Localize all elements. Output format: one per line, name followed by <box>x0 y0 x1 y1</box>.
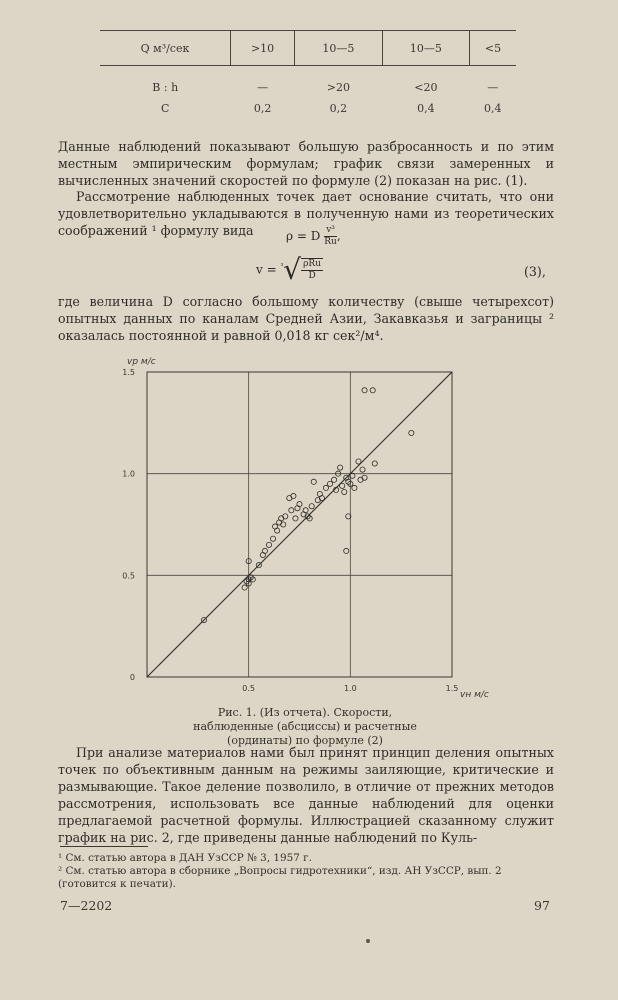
table-cell: <20 <box>414 80 438 94</box>
formula-rho <box>286 225 341 248</box>
footnote-1: ¹ См. статью автора в ДАН УзССР № 3, 1957 г. <box>58 852 312 864</box>
data-point <box>360 467 365 472</box>
footnote-divider <box>60 846 148 847</box>
formula-velocity-denominator: D <box>308 271 316 281</box>
y-tick-label: 0 <box>129 673 135 682</box>
reference-line-group <box>147 372 452 677</box>
data-point <box>409 430 414 435</box>
x-tick-label: 1.0 <box>343 684 357 693</box>
formula-velocity-numerator: ρRu <box>303 259 322 269</box>
formula-velocity-fraction <box>301 258 323 282</box>
formula-rho-fraction <box>324 225 337 248</box>
data-point <box>311 479 316 484</box>
data-point <box>342 489 347 494</box>
data-point <box>297 502 302 507</box>
data-point <box>291 493 296 498</box>
data-point <box>242 585 247 590</box>
data-point <box>362 388 367 393</box>
x-tick-label: 0.5 <box>242 684 256 693</box>
data-point <box>331 477 336 482</box>
coefficient-table <box>100 30 516 119</box>
reference-line <box>147 372 452 677</box>
table-cell: 0,4 <box>417 102 435 115</box>
data-point <box>319 495 324 500</box>
data-point <box>356 459 361 464</box>
table-cell: 0,2 <box>329 102 348 115</box>
table-row <box>100 98 516 119</box>
data-point <box>289 508 294 513</box>
data-point <box>327 481 332 486</box>
formula-rho-numerator: v³ <box>326 225 335 235</box>
data-point <box>344 548 349 553</box>
table-header-cell: <5 <box>470 31 516 66</box>
sqrt-icon: √ <box>283 253 302 286</box>
formula-rho-denominator: Ru <box>324 237 337 247</box>
data-points <box>201 388 414 623</box>
table-cell: — <box>257 80 269 94</box>
data-point <box>340 483 345 488</box>
y-axis-label: vр м/с <box>127 357 156 367</box>
paragraph-analysis: При анализе материалов нами был принят принцип деления опытных точек по объективным данным на режимы заиляющие, критические и размывающие. Такое деление позволило, в отличие от прежних методов рассмотрения, использовать все данные наблюдений для оценки предлагаемой расчетной формулы. Иллюстрацией сказанному служит график на рис. 2, где приведены данные наблюдений по Куль- <box>58 745 554 845</box>
data-point <box>372 461 377 466</box>
table-row <box>100 66 516 99</box>
data-point <box>266 542 271 547</box>
y-tick-label: 1.0 <box>122 469 135 479</box>
formula-velocity-lhs: v = <box>256 262 277 277</box>
data-point <box>370 388 375 393</box>
signature-mark: 7—2202 <box>60 898 113 913</box>
formula-rho-tail: , <box>336 229 341 243</box>
data-point <box>323 485 328 490</box>
y-tick-label: 1.5 <box>122 368 135 377</box>
data-point <box>352 485 357 490</box>
table-header-row <box>100 31 516 66</box>
table-cell: >20 <box>326 80 350 94</box>
formula-root-index: ³ <box>280 262 284 271</box>
data-point <box>275 528 280 533</box>
equation-number: (3), <box>524 264 546 279</box>
paragraph-consideration: Рассмотрение наблюденных точек дает основание считать, что они удовлетворительно укладываются в полученную нами из теоретических соображений ¹ формулу вида <box>58 189 554 238</box>
scatter-chart <box>112 350 489 700</box>
table-cell: — <box>487 80 499 94</box>
table-header-cell: Q м³/сек <box>100 31 230 66</box>
formula-velocity <box>256 253 323 286</box>
data-point <box>309 504 314 509</box>
data-point <box>362 475 367 480</box>
y-tick-label: 0.5 <box>122 571 135 581</box>
table-cell: 0,2 <box>253 102 272 115</box>
data-point <box>281 522 286 527</box>
data-point <box>270 536 275 541</box>
data-point <box>338 465 343 470</box>
table-cell: B : h <box>152 80 179 94</box>
data-point <box>303 508 308 513</box>
data-point <box>262 548 267 553</box>
paragraph-constant-d: где величина D согласно большому количеству (свыше четырехсот) опытных данных по каналам Средней Азии, Закавказья и заграницы ² оказалась постоянной и равной 0,018 кг сек²/м⁴. <box>58 294 554 343</box>
x-axis-label: vн м/с <box>460 690 489 700</box>
table-header-cell: 10—5 <box>382 31 469 66</box>
x-tick-label: 1.5 <box>445 684 459 693</box>
page-number: 97 <box>534 898 550 913</box>
paragraph-observations: Данные наблюдений показывают большую разбросанность и по этим местным эмпирическим формулам; график связи замеренных и вычисленных значений скоростей по формуле (2) показан на рис. (1). <box>58 139 554 188</box>
table-cell: 0,4 <box>484 102 502 115</box>
footnote-2: ² См. статью автора в сборнике „Вопросы гидротехники“, изд. АН УзССР, вып. 2 (готовится к печати). <box>58 865 502 890</box>
figure-caption: Рис. 1. (Из отчета). Скорости, наблюденные (абсциссы) и расчетные (ординаты) по формуле (2) <box>193 706 417 747</box>
table-header-cell: 10—5 <box>295 31 382 66</box>
axis-labels <box>122 357 489 700</box>
ink-dot <box>366 939 370 943</box>
table-header-cell: >10 <box>230 31 294 66</box>
data-point <box>283 514 288 519</box>
formula-rho-lhs: ρ = D <box>286 229 321 243</box>
table-cell: C <box>161 102 170 115</box>
data-point <box>293 516 298 521</box>
